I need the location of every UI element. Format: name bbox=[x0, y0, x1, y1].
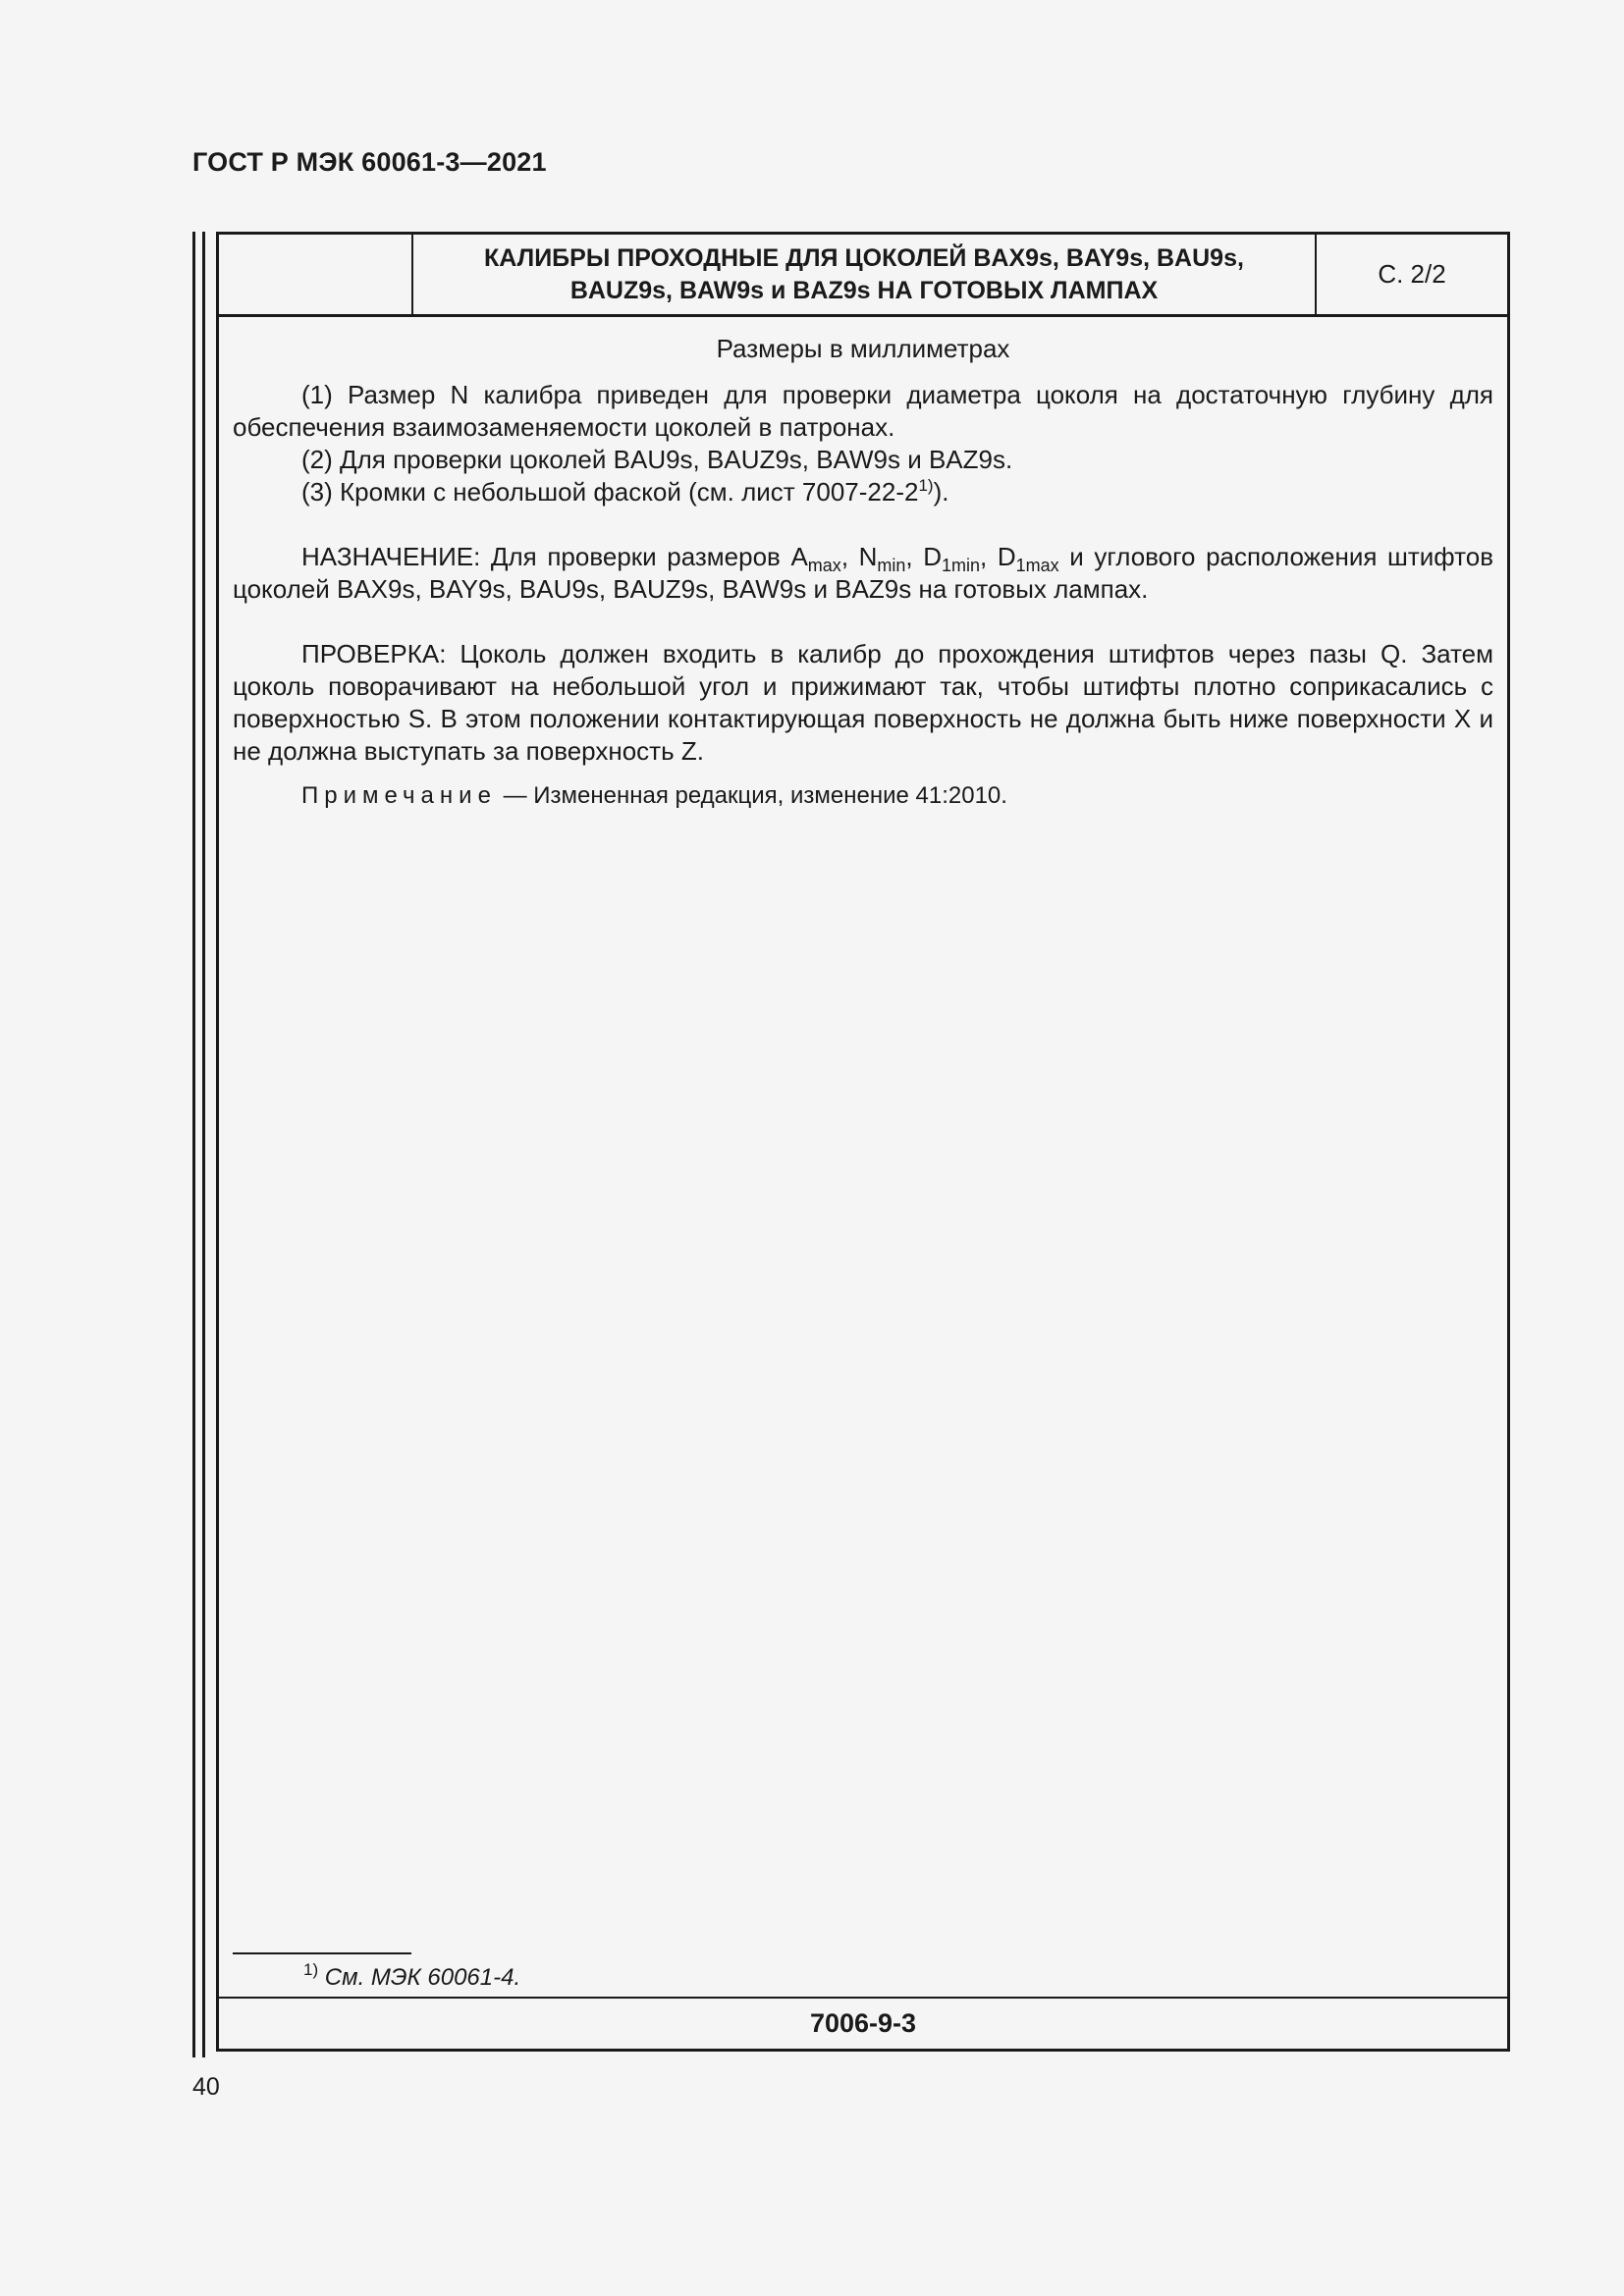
sheet-content bbox=[233, 333, 1493, 812]
sheet-code: 7006-9-3 bbox=[219, 1997, 1507, 2049]
standard-header: ГОСТ Р МЭК 60061-3—2021 bbox=[192, 147, 547, 177]
note-3-text: (3) Кромки с небольшой фаской (см. лист 7007-22-2 bbox=[301, 477, 919, 507]
sheet-page-ref: С. 2/2 bbox=[1378, 259, 1446, 289]
note-label: Примечание bbox=[301, 782, 497, 809]
purpose-sub-max: max bbox=[807, 556, 841, 575]
purpose-sub-1max: 1max bbox=[1015, 556, 1059, 575]
sheet-title bbox=[413, 235, 1317, 314]
title-blank-cell bbox=[219, 235, 413, 314]
footnote-mark: 1) bbox=[303, 1960, 319, 1979]
purpose-tail: и углового расположения штифтов цоколей BAX9s, BAY9s, BAU9s, BAUZ9s, BAW9s и BAZ9s на готовых лампах. bbox=[233, 542, 1494, 604]
amendment-note bbox=[233, 779, 1493, 812]
note-3-footnote-ref: 1) bbox=[918, 476, 934, 495]
purpose-lead: НАЗНАЧЕНИЕ: Для проверки размеров A bbox=[301, 542, 808, 571]
purpose-sep2: , D bbox=[905, 542, 943, 571]
purpose-paragraph bbox=[233, 541, 1493, 606]
sheet-title-line2: BAUZ9s, BAW9s и BAZ9s НА ГОТОВЫХ ЛАМПАХ bbox=[569, 276, 1159, 304]
units-caption: Размеры в миллиметрах bbox=[716, 334, 1010, 363]
note-2: (2) Для проверки цоколей BAU9s, BAUZ9s, BAW9s и BAZ9s. bbox=[301, 445, 1013, 474]
note-3 bbox=[233, 476, 1493, 508]
standard-sheet-frame bbox=[216, 232, 1510, 2052]
margin-rule-outer bbox=[192, 232, 195, 2057]
purpose-sub-min: min bbox=[877, 556, 906, 575]
footnote bbox=[303, 1960, 521, 1992]
sheet-title-row bbox=[219, 235, 1507, 317]
check-paragraph: ПРОВЕРКА: Цоколь должен входить в калибр до прохождения штифтов через пазы Q. Затем цоколь поворачивают на небольшой угол и прижимают так, чтобы штифты плотно соприкасались с поверхностью S. В этом положении контактирующая поверхность не должна быть ниже поверхности X и не должна выступать за поверхность Z. bbox=[233, 639, 1493, 766]
page-number: 40 bbox=[192, 2073, 220, 2101]
purpose-sep1: , N bbox=[840, 542, 878, 571]
purpose-sub-1min: 1min bbox=[942, 556, 981, 575]
note-3-end: ). bbox=[933, 477, 949, 507]
sheet-title-line1: КАЛИБРЫ ПРОХОДНЫЕ ДЛЯ ЦОКОЛЕЙ BAX9s, BAY9s, BAU9s, bbox=[484, 243, 1244, 272]
note-text: — Измененная редакция, изменение 41:2010. bbox=[496, 782, 1007, 809]
footnote-text: См. МЭК 60061-4. bbox=[318, 1964, 521, 1991]
footnote-rule bbox=[233, 1952, 411, 1954]
margin-rule-inner bbox=[202, 232, 205, 2057]
purpose-sep3: , D bbox=[980, 542, 1016, 571]
note-1: (1) Размер N калибра приведен для проверки диаметра цоколя на достаточную глубину для обеспечения взаимозаменяемости цоколей в патронах. bbox=[233, 380, 1493, 442]
